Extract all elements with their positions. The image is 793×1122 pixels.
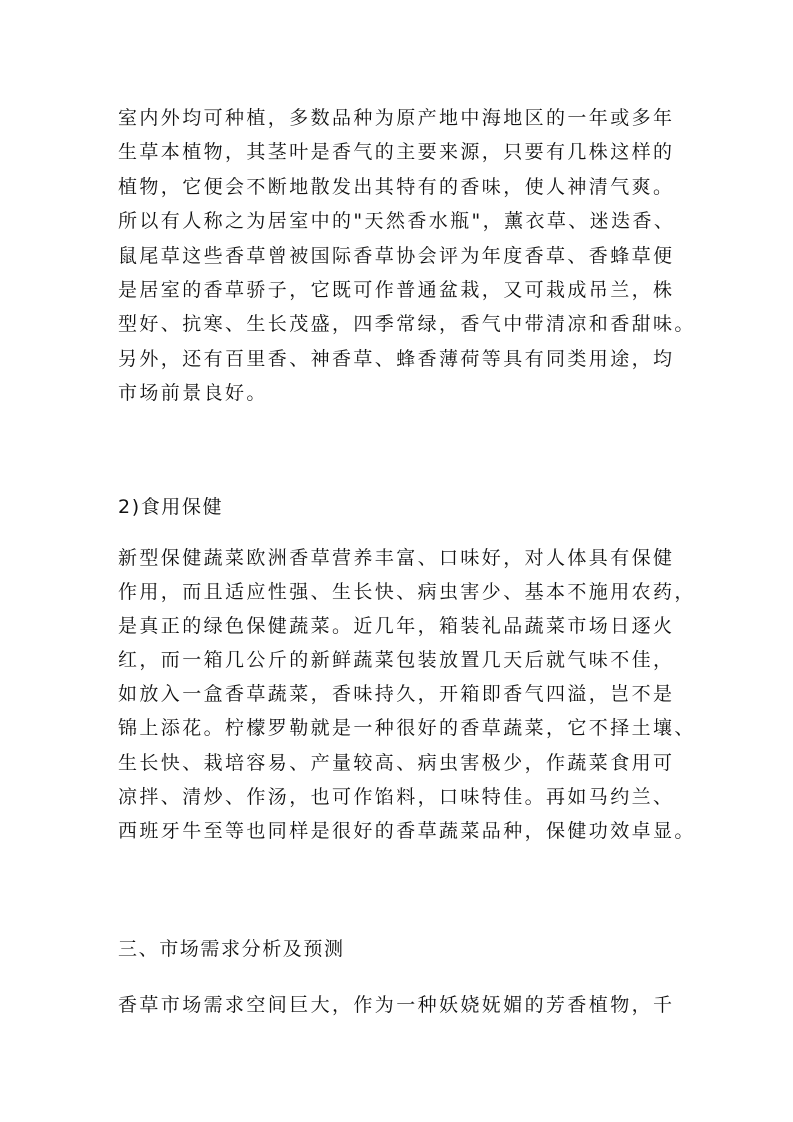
text-line: 是居室的香草骄子，它既可作普通盆栽，又可栽成吊兰，株 [118,278,675,301]
heading-text: 2)食用保健 [118,496,224,518]
text-line: 生草本植物，其茎叶是香气的主要来源，只要有几株这样的 [118,141,675,164]
text-line: 作用，而且适应性强、生长快、病虫害少、基本不施用农药， [118,581,696,604]
text-line: 型好、抗寒、生长茂盛，四季常绿，香气中带清凉和香甜味。 [118,313,696,336]
text-line: 鼠尾草这些香草曾被国际香草协会评为年度香草、香蜂草便 [118,244,675,267]
text-line: 另外，还有百里香、神香草、蜂香薄荷等具有同类用途，均 [118,347,675,370]
section-heading-food-health [118,490,688,524]
text-line: 香草市场需求空间巨大，作为一种妖娆妩媚的芳香植物，千 [118,994,675,1016]
paragraph-market-demand [118,988,688,1022]
paragraph-indoor-herbs [118,101,696,411]
text-line: 新型保健蔬菜欧洲香草营养丰富、口味好，对人体具有保健 [118,547,675,569]
text-line: 室内外均可种植，多数品种为原产地中海地区的一年或多年 [118,107,675,129]
text-line: 如放入一盒香草蔬菜，香味持久，开箱即香气四溢，岂不是 [118,683,675,706]
text-line: 市场前景良好。 [118,382,268,405]
text-line: 锦上添花。柠檬罗勒就是一种很好的香草蔬菜，它不择土壤、 [118,717,696,740]
heading-text: 三、市场需求分析及预测 [118,938,345,960]
paragraph-health-vegetables [118,541,696,848]
text-line: 西班牙牛至等也同样是很好的香草蔬菜品种，保健功效卓显。 [118,819,696,842]
section-heading-market-demand [118,932,688,966]
text-line: 红，而一箱几公斤的新鲜蔬菜包装放置几天后就气味不佳， [118,649,675,672]
text-line: 生长快、栽培容易、产量较高、病虫害极少，作蔬菜食用可 [118,751,675,774]
text-line: 是真正的绿色保健蔬菜。近几年，箱装礼品蔬菜市场日逐火 [118,615,675,638]
text-line: 所以有人称之为居室中的"天然香水瓶"，薰衣草、迷迭香、 [118,210,676,233]
text-line: 凉拌、清炒、作汤，也可作馅料，口味特佳。再如马约兰、 [118,785,675,808]
text-line: 植物，它便会不断地散发出其特有的香味，使人神清气爽。 [118,175,675,198]
